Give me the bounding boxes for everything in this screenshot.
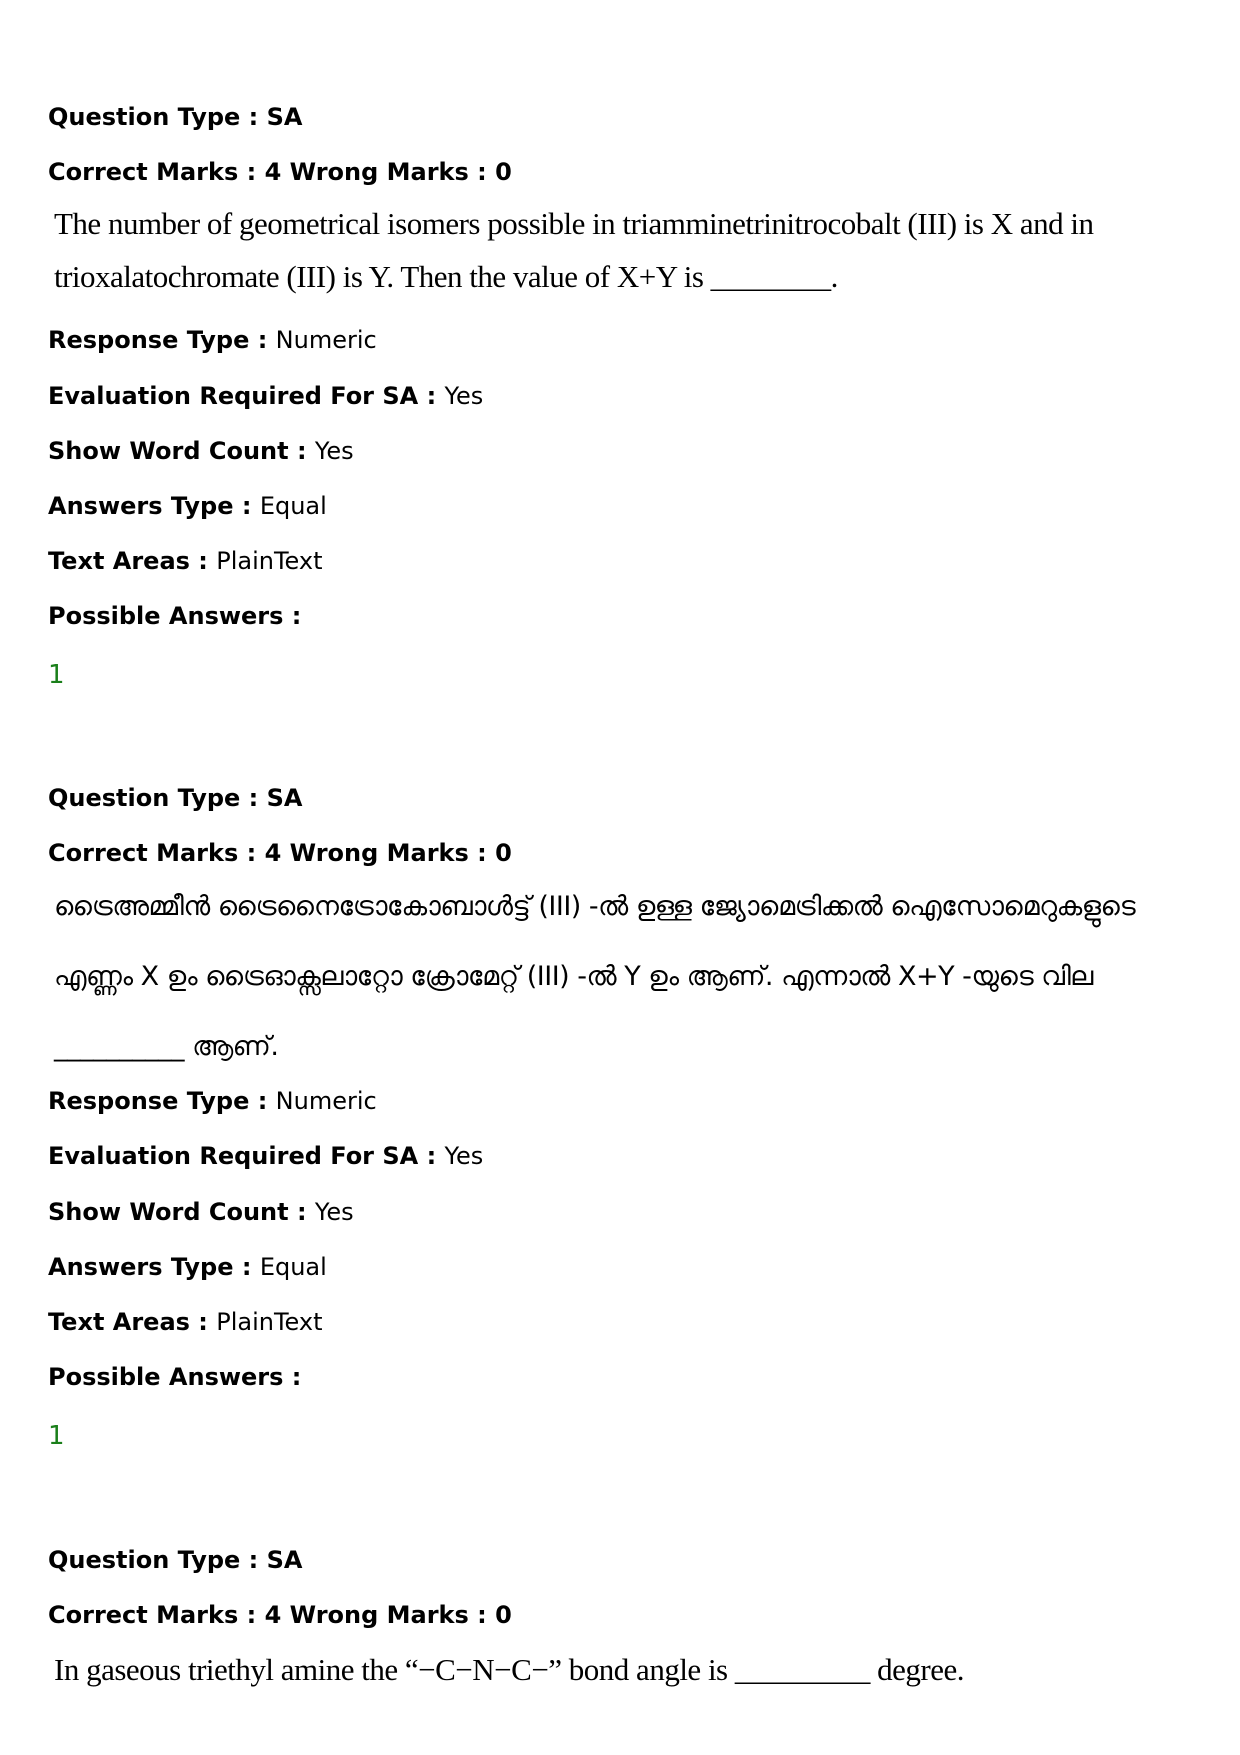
marks-line bbox=[48, 157, 512, 187]
possible-answers-label: Possible Answers : bbox=[48, 602, 302, 630]
question-type-value: SA bbox=[266, 1546, 303, 1574]
show-word-count-value: Yes bbox=[314, 1198, 354, 1226]
wrong-marks-value: 0 bbox=[495, 158, 512, 186]
answers-type-label: Answers Type : bbox=[48, 1253, 260, 1281]
response-type-line bbox=[48, 1086, 377, 1116]
question-type-line bbox=[48, 783, 302, 813]
possible-answers-label: Possible Answers : bbox=[48, 1363, 302, 1391]
text-areas-label: Text Areas : bbox=[48, 1308, 217, 1336]
response-type-label: Response Type : bbox=[48, 1087, 276, 1115]
show-word-count-value: Yes bbox=[314, 437, 354, 465]
evaluation-required-line bbox=[48, 1141, 483, 1171]
marks-line bbox=[48, 1600, 512, 1630]
question-text-line: In gaseous triethyl amine the “−C−N−C−” bond angle is _________ degree. bbox=[54, 1652, 964, 1687]
question-type-line bbox=[48, 102, 302, 132]
answers-type-value: Equal bbox=[259, 492, 327, 520]
evaluation-required-label: Evaluation Required For SA : bbox=[48, 1142, 445, 1170]
correct-marks-value: 4 bbox=[264, 839, 282, 867]
question-text-line: ട്രൈഅമ്മീൻ ട്രൈനൈട്രോകോബാൾട്ട് (III) -ൽ ഉള്ള ജ്യോമെട്രിക്കൽ ഐസോമെറുകളുടെ bbox=[54, 891, 1136, 922]
response-type-label: Response Type : bbox=[48, 326, 276, 354]
question-text-line: trioxalatochromate (III) is Y. Then the value of X+Y is ________. bbox=[54, 259, 838, 294]
show-word-count-label: Show Word Count : bbox=[48, 437, 315, 465]
response-type-value: Numeric bbox=[275, 1087, 377, 1115]
correct-marks-value: 4 bbox=[264, 158, 282, 186]
text-areas-label: Text Areas : bbox=[48, 547, 217, 575]
correct-marks-value: 4 bbox=[264, 1601, 282, 1629]
text-areas-line bbox=[48, 546, 323, 576]
question-type-label: Question Type : bbox=[48, 1546, 267, 1574]
show-word-count-line bbox=[48, 1197, 354, 1227]
text-areas-value: PlainText bbox=[216, 1308, 323, 1336]
response-type-line bbox=[48, 325, 377, 355]
possible-answers-line bbox=[48, 1362, 301, 1392]
wrong-marks-value: 0 bbox=[495, 1601, 512, 1629]
possible-answer-value: 1 bbox=[48, 1421, 65, 1451]
evaluation-required-value: Yes bbox=[444, 1142, 484, 1170]
answers-type-value: Equal bbox=[259, 1253, 327, 1281]
wrong-marks-label: Wrong Marks : bbox=[281, 839, 496, 867]
answers-type-line bbox=[48, 1252, 327, 1282]
evaluation-required-label: Evaluation Required For SA : bbox=[48, 382, 445, 410]
evaluation-required-value: Yes bbox=[444, 382, 484, 410]
question-type-label: Question Type : bbox=[48, 784, 267, 812]
marks-line bbox=[48, 838, 512, 868]
correct-marks-label: Correct Marks : bbox=[48, 1601, 265, 1629]
question-text-line: __________ ആണ്. bbox=[54, 1031, 279, 1062]
possible-answers-line bbox=[48, 601, 301, 631]
show-word-count-label: Show Word Count : bbox=[48, 1198, 315, 1226]
correct-marks-label: Correct Marks : bbox=[48, 158, 265, 186]
question-text-line: The number of geometrical isomers possible in triamminetrinitrocobalt (III) is X and in bbox=[54, 206, 1094, 241]
wrong-marks-value: 0 bbox=[495, 839, 512, 867]
question-type-value: SA bbox=[266, 103, 303, 131]
evaluation-required-line bbox=[48, 381, 483, 411]
wrong-marks-label: Wrong Marks : bbox=[281, 1601, 496, 1629]
show-word-count-line bbox=[48, 436, 354, 466]
answers-type-label: Answers Type : bbox=[48, 492, 260, 520]
text-areas-line bbox=[48, 1307, 323, 1337]
correct-marks-label: Correct Marks : bbox=[48, 839, 265, 867]
response-type-value: Numeric bbox=[275, 326, 377, 354]
answers-type-line bbox=[48, 491, 327, 521]
question-text-line: എണ്ണം X ഉം ട്രൈഓക്സലാറ്റോ ക്രോമേറ്റ് (III) -ൽ Y ഉം ആണ്. എന്നാൽ X+Y -യുടെ വില bbox=[54, 961, 1093, 992]
question-type-line bbox=[48, 1545, 302, 1575]
question-type-label: Question Type : bbox=[48, 103, 267, 131]
wrong-marks-label: Wrong Marks : bbox=[281, 158, 496, 186]
text-areas-value: PlainText bbox=[216, 547, 323, 575]
possible-answer-value: 1 bbox=[48, 660, 65, 690]
question-type-value: SA bbox=[266, 784, 303, 812]
